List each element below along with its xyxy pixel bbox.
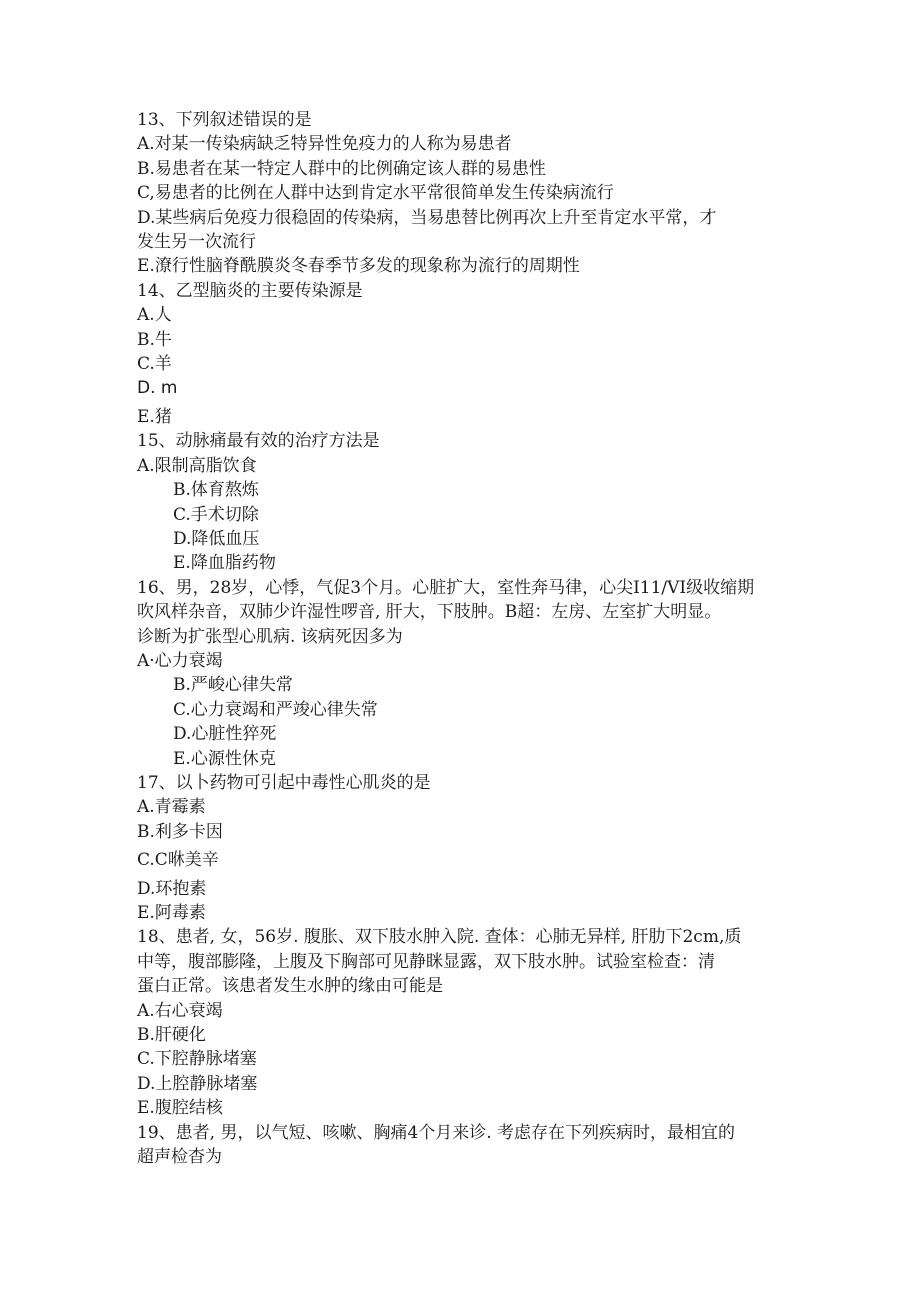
- q18-option-b: B.肝硬化: [137, 1025, 206, 1046]
- q16-option-e: E.心源性休克: [173, 748, 276, 769]
- question-18-stem-cont-2: 蛋白正常。该患者发生水肿的缘由可能是: [137, 976, 443, 997]
- q13-option-e: E.潦行性脑脊酰膜炎冬春季节多发的现象称为流行的周期性: [137, 256, 580, 277]
- q13-option-a: A.对某一传染病缺乏特异性免疫力的人称为易患者: [137, 134, 512, 155]
- question-18-stem: 18、患者, 女，56岁. 腹胀、双下肢水肿入院. 查体：心肺无异样, 肝肋下2cm,质: [137, 927, 742, 948]
- question-15-stem: 15、动脉痛最有效的治疗方法是: [137, 431, 380, 452]
- q16-option-d: D.心脏性猝死: [173, 724, 277, 745]
- q18-option-c: C.下腔静脉堵塞: [137, 1049, 257, 1070]
- question-19-stem: 19、患者, 男，以气短、咳嗽、胸痛4个月来诊. 考虑存在下列疾病时，最相宜的: [137, 1122, 736, 1143]
- question-13-stem: 13、下列叙述错误的是: [137, 110, 312, 130]
- q15-option-b: B.体育熬炼: [173, 480, 259, 501]
- question-16-stem: 16、男，28岁，心悸，气促3个月。心脏扩大，室性奔马律，心尖I11∕VI级收缩期: [137, 577, 755, 598]
- q13-option-c: C,易患者的比例在人群中达到肯定水平常很简单发生传染病流行: [137, 183, 614, 204]
- question-18-stem-cont-1: 中等，腹部膨隆，上腹及下胸部可见静眯显露，双下肢水肿。试验室检查：清: [137, 951, 715, 972]
- q17-option-c: C.C咻美辛: [137, 850, 219, 871]
- question-14-stem: 14、乙型脑炎的主要传染源是: [137, 280, 363, 301]
- question-16-stem-cont-2: 诊断为扩张型心肌病. 该病死因多为: [137, 626, 403, 647]
- document-page: [137, 108, 787, 1169]
- question-17-stem: 17、以卜药物可引起中毒性心肌炎的是: [137, 772, 431, 793]
- q18-option-e: E.腹腔结核: [137, 1098, 223, 1119]
- question-19-stem-cont: 超声检杳为: [137, 1147, 222, 1168]
- q15-option-e: E.降血脂药物: [173, 553, 276, 574]
- q17-option-a: A.青霉素: [137, 797, 206, 818]
- q13-option-d: D.某些病后免疫力很稳固的传染病，当易患替比例再次上升至肯定水平常，才: [137, 207, 717, 228]
- q13-option-b: B.易患者在某一特定人群中的比例确定该人群的易患性: [137, 158, 546, 179]
- q14-option-d: D. m: [137, 378, 178, 399]
- q16-option-c: C.心力衰竭和严竣心律失常: [173, 699, 378, 720]
- q17-option-e: E.阿毒素: [137, 903, 206, 923]
- question-16-stem-cont-1: 吹风样杂音，双肺少许湿性啰音, 肝大，下肢肿。B超：左房、左室扩大明显。: [137, 602, 722, 623]
- q17-option-d: D.环抱素: [137, 878, 207, 899]
- q18-option-a: A.右心衰竭: [137, 1000, 223, 1021]
- q14-option-b: B.牛: [137, 329, 172, 350]
- q15-option-d: D.降低血压: [173, 528, 260, 549]
- q16-option-a: A·心力衰竭: [137, 650, 223, 671]
- q14-option-e: E.猪: [137, 406, 172, 427]
- q15-option-a: A.限制高脂饮食: [137, 455, 257, 476]
- q16-option-b: B.严峻心律失常: [173, 675, 293, 696]
- q14-option-a: A.人: [137, 305, 172, 326]
- q15-option-c: C.手术切除: [173, 504, 259, 525]
- q14-option-c: C.羊: [137, 354, 172, 375]
- q18-option-d: D.上腔静脉堵塞: [137, 1073, 258, 1094]
- q17-option-b: B.利多卡因: [137, 821, 223, 842]
- q13-option-d-cont: 发生另一次流行: [137, 232, 256, 253]
